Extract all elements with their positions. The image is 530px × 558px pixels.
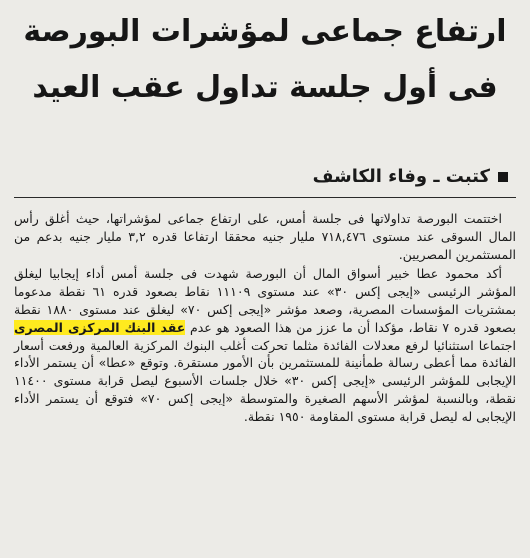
paragraph-2-text-a: أكد محمود عطا خبير أسواق المال أن البورصة شهدت فى جلسة أمس أداء إيجابيا ليغلق المؤشر الرئيسى «إيجى إكس ٣٠» عند مستوى ١١١٠٩ نقاط بصعود قدره ٦١ نقطة مدعوما بمشتريات المؤسسات المصرية، وصعد مؤشر «إيجى إكس ٧٠» ليغلق عند مستوى ١٨٨٠ نقطة بصعود قدره ٧ نقاط، مؤكدا أن ما عزز من هذا الصعود هو عدم bbox=[14, 266, 517, 335]
bullet-square-icon bbox=[498, 172, 508, 182]
byline-divider bbox=[14, 197, 516, 198]
highlighted-phrase: عقد البنك المركزى المصرى bbox=[14, 319, 186, 335]
paragraph-1 bbox=[14, 210, 516, 263]
byline-text: كتبت ـ وفاء الكاشف bbox=[312, 166, 490, 187]
paragraph-1-text: اختتمت البورصة تداولاتها فى جلسة أمس، على ارتفاع جماعى لمؤشراتها، حيث أغلق رأس المال السوقى عند مستوى ٧١٨,٤٧٦ مليار جنيه محققا ارتفاعا قدره ٣,٢ مليار جنيه بدعم من المستثمرين المصريين. bbox=[14, 211, 516, 262]
paragraph-2 bbox=[14, 265, 516, 425]
paragraph-2-text-b: اجتماعا استثنائيا لرفع معدلات الفائدة مثلما تحركت أغلب البنوك المركزية العالمية ورفعت أسعار الفائدة مما أعطى رسالة طمأنينة للمستثمرين بأن الأمور مستقرة. وتوقع «عطا» أن يستمر الأداء الإيجابى للمؤشر الرئيسى «إيجى إكس ٣٠» خلال جلسات الأسبوع ليصل قرابة مستوى ١١٤٠٠ نقطة، وبالنسبة لمؤشر الأسهم الصغيرة والمتوسطة «إيجى إكس ٧٠» فتوقع أن يستمر الأداء الإيجابى له ليصل قرابة مستوى المقاومة ١٩٥٠ نقطة. bbox=[14, 337, 517, 424]
byline bbox=[313, 164, 508, 190]
headline-line-2: فى أول جلسة تداول عقب العيد bbox=[32, 70, 498, 105]
headline-line-1: ارتفاع جماعى لمؤشرات البورصة bbox=[23, 14, 507, 49]
article-body bbox=[14, 210, 516, 426]
